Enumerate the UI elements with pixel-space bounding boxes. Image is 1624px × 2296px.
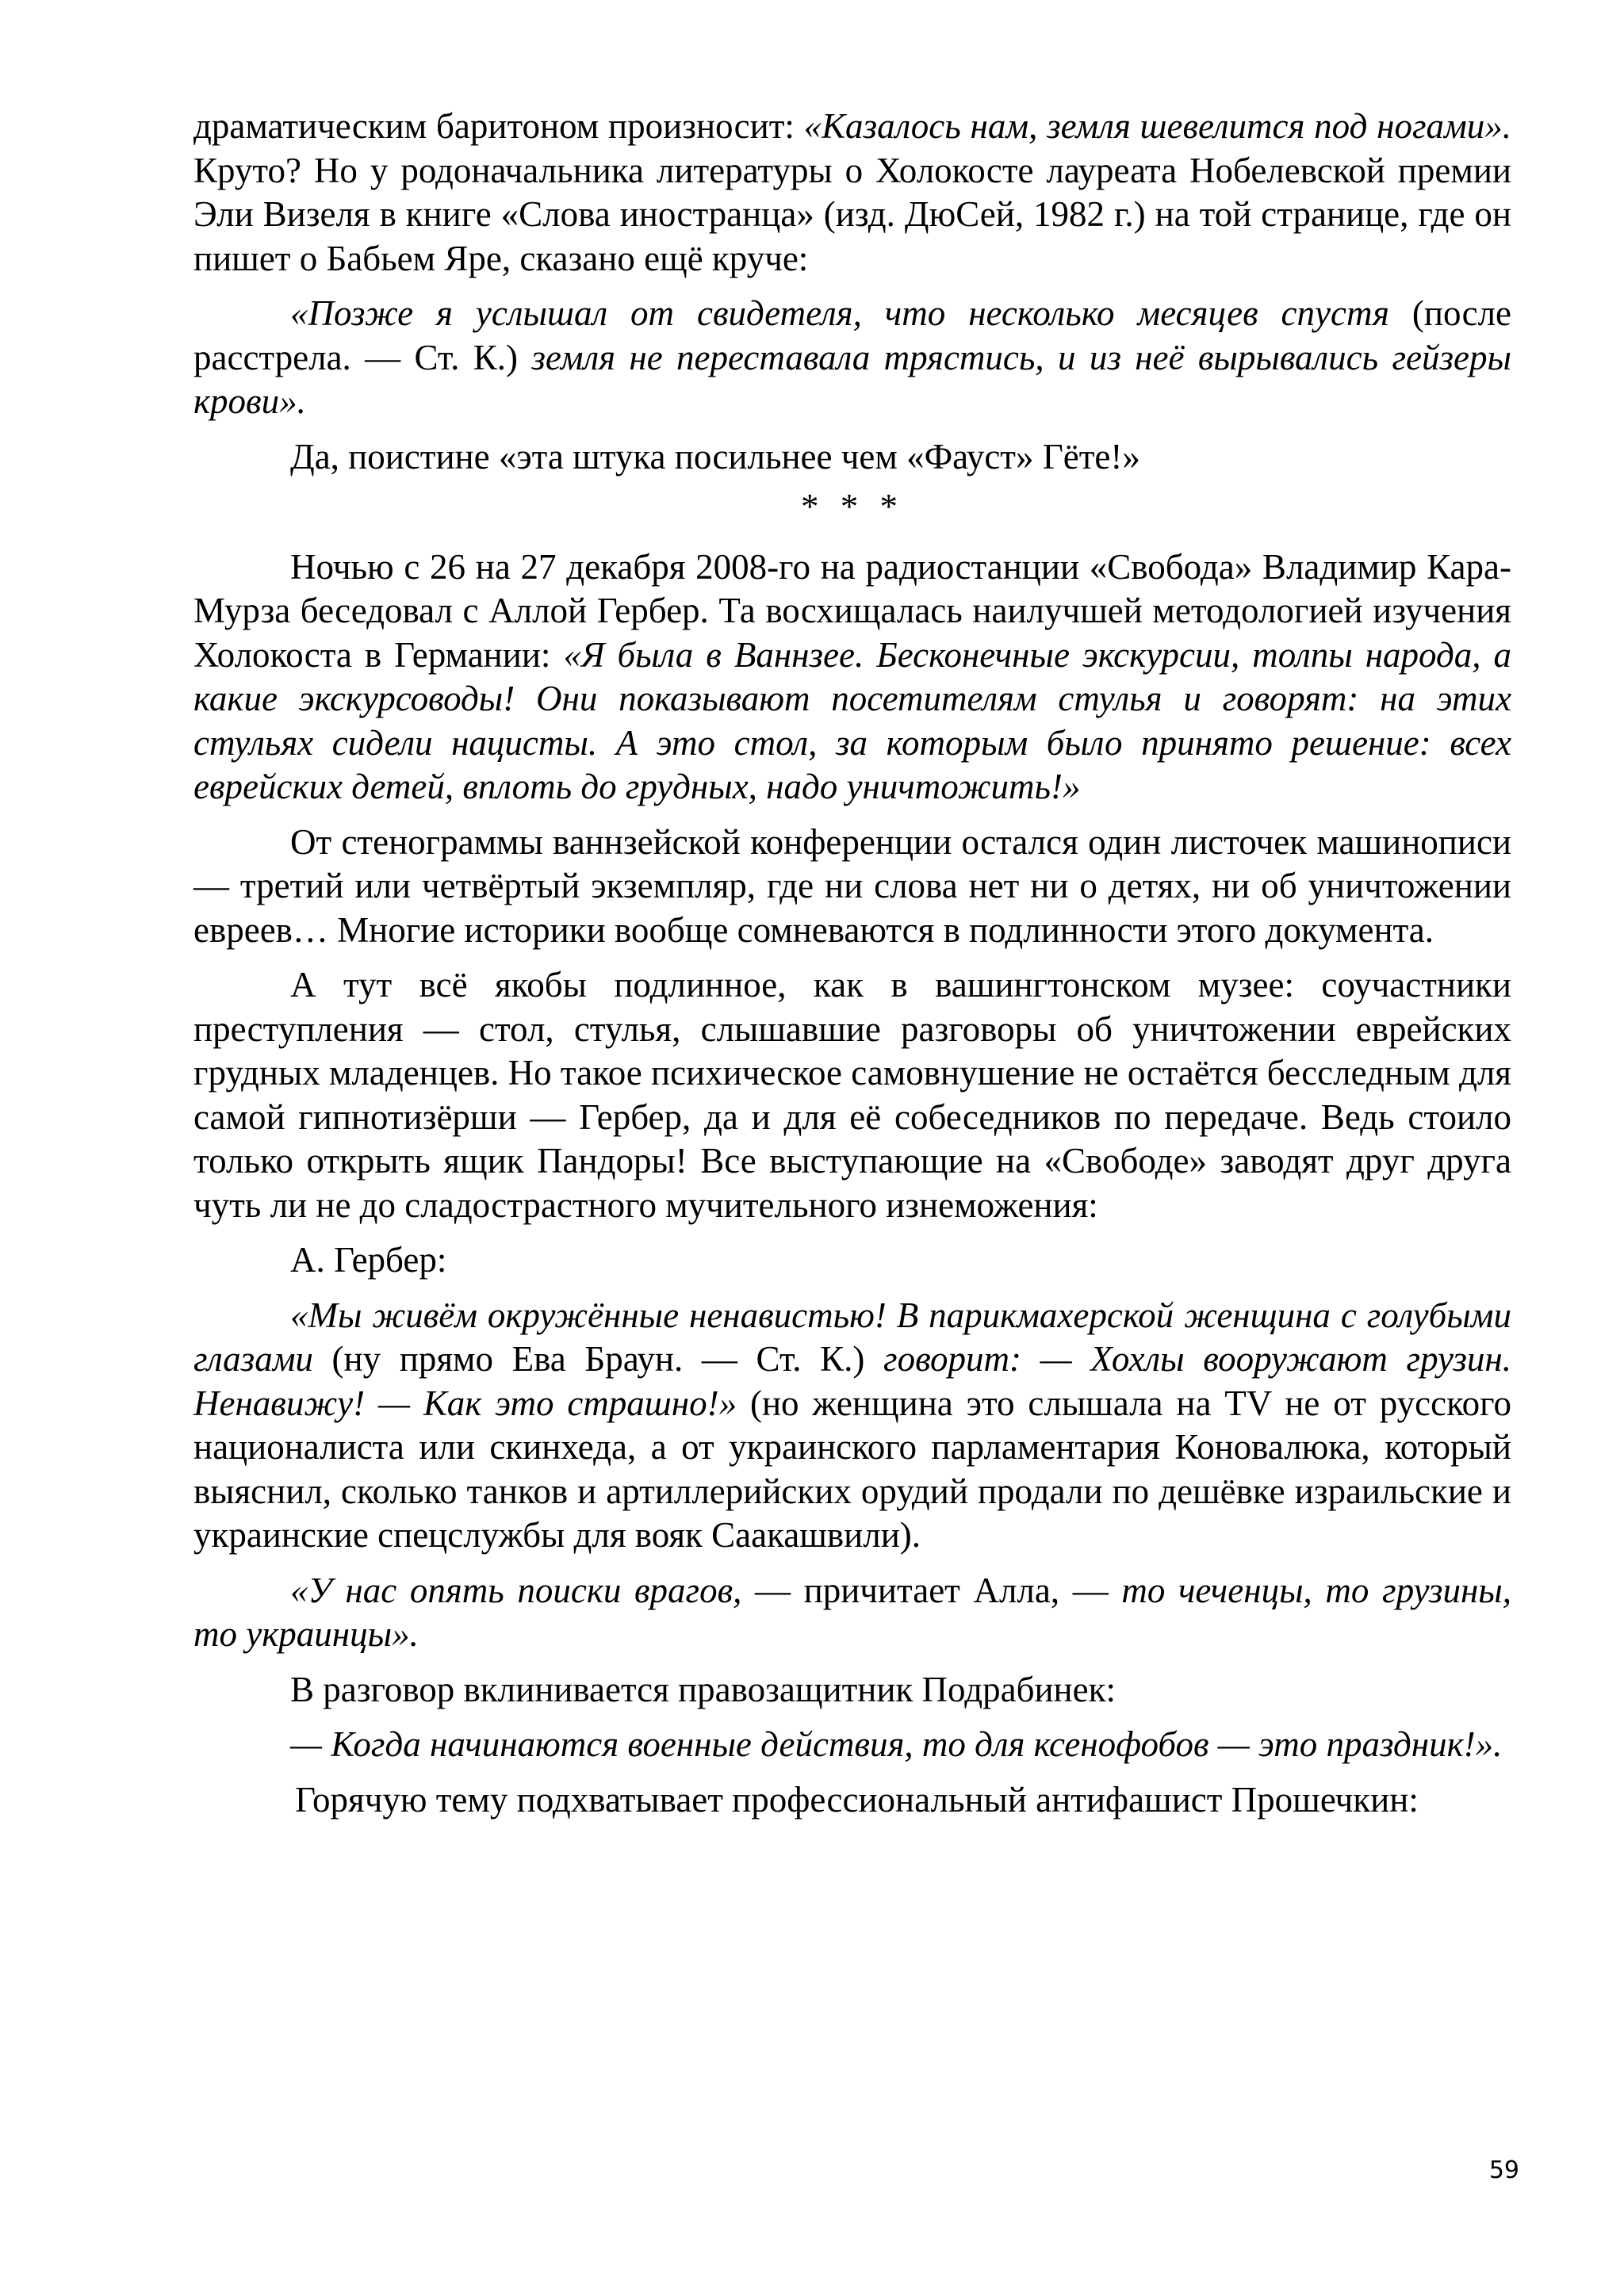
quote-run: «Казалось нам, земля шевелится под ногами». (803, 106, 1511, 146)
paragraph-8 (193, 1294, 1511, 1558)
paragraph-5 (193, 821, 1511, 953)
quote-run: «Позже я услышал от свидетеля, что несколько месяцев спустя (290, 293, 1389, 333)
paragraph-9 (193, 1569, 1511, 1657)
text-run: Круто? Но у родоначальника литературы о Холокосте лауреата Нобелевской премии Эли Визеля в книге «Слова иностранца» (изд. ДюСей, 1982 г.) на той странице, где он пишет о Бабьем Яре, сказано ещё круче: (193, 150, 1511, 278)
text-run: Горячую тему подхватывает профессиональный антифашист Прошечкин: (295, 1779, 1419, 1820)
quote-run: то чеченцы, то грузины, то украинцы». (193, 1570, 1511, 1654)
text-run: В разговор вклинивается правозащитник Подрабинек: (290, 1669, 1116, 1709)
text-run: — причитает Алла, — (741, 1570, 1122, 1610)
paragraph-6 (193, 963, 1511, 1227)
paragraph-12 (193, 1778, 1511, 1823)
paragraph-3 (193, 435, 1511, 480)
paragraph-7 (193, 1238, 1511, 1283)
page-number: 59 (1488, 2156, 1519, 2184)
text-run: Ночью с 26 на 27 декабря 2008-го на радиостанции «Свобода» Владимир Кара-Мурза беседовал с Аллой Гербер. Та восхищалась наилучшей методологией изучения Холокоста в Германии: (193, 546, 1511, 675)
text-run: От стенограммы ваннзейской конференции остался один листочек машинописи — третий или четвёртый экземпляр, где ни слова нет ни о детях, ни об уничтожении евреев… Многие историки вообще сомневаются в подлинности этого документа. (193, 821, 1511, 950)
paragraph-1 (193, 105, 1511, 281)
body-text (193, 105, 1511, 1833)
paragraph-11 (193, 1723, 1511, 1767)
text-run: А. Гербер: (290, 1240, 447, 1280)
paragraph-10 (193, 1668, 1511, 1712)
quote-run: — Когда начинаются военные действия, то для ксенофобов — это праздник!». (290, 1724, 1503, 1764)
section-separator (193, 485, 1511, 530)
paragraph-2 (193, 292, 1511, 424)
text-run: (после расстрела. — Ст. К.) (193, 293, 1512, 377)
text-run: Да, поистине «эта штука посильнее чем «Фауст» Гёте!» (290, 436, 1140, 476)
quote-run: «У нас опять поиски врагов, (290, 1570, 742, 1610)
separator-stars: * * * (801, 487, 904, 526)
quote-run: «Мы живём окружённые ненавистью! В парикмахерской женщина с голубыми глазами (193, 1295, 1511, 1379)
quote-run: «Я была в Ваннзее. Бесконечные экскурсии, толпы народа, а какие экскурсоводы! Они показывают посетителям стулья и говорят: на этих стульях сидели нацисты. А это стол, за которым было принято решение: всех еврейских детей, вплоть до грудных, надо уничтожить!» (193, 634, 1511, 806)
text-run: А тут всё якобы подлинное, как в вашингтонском музее: соучастники преступления — стол, стулья, слышавшие разговоры об уничтожении еврейских грудных младенцев. Но такое психическое самовнушение не остаётся бесследным для самой гипнотизёрши — Гербер, да и для её собеседников по передаче. Ведь стоило только открыть ящик Пандоры! Все выступающие на «Свободе» заводят друг друга чуть ли не до сладострастного мучительного изнеможения: (193, 965, 1511, 1225)
text-run: (ну прямо Ева Браун. — Ст. К.) (312, 1339, 884, 1379)
quote-run: земля не переставала трястись, и из неё вырывались гейзеры крови». (193, 337, 1511, 421)
quote-run: говорит: — Хохлы вооружают грузин. Ненавижу! — Как это страшно!» (193, 1339, 1511, 1423)
paragraph-4 (193, 545, 1511, 809)
text-run: драматическим баритоном произносит: (193, 106, 804, 146)
text-run: (но женщина это слышала на TV не от русского националиста или скинхеда, а от украинского парламентария Коновалюка, который выяснил, сколько танков и артиллерийских орудий продали по дешёвке израильские и украинские спецслужбы для вояк Саакашвили). (193, 1383, 1511, 1555)
